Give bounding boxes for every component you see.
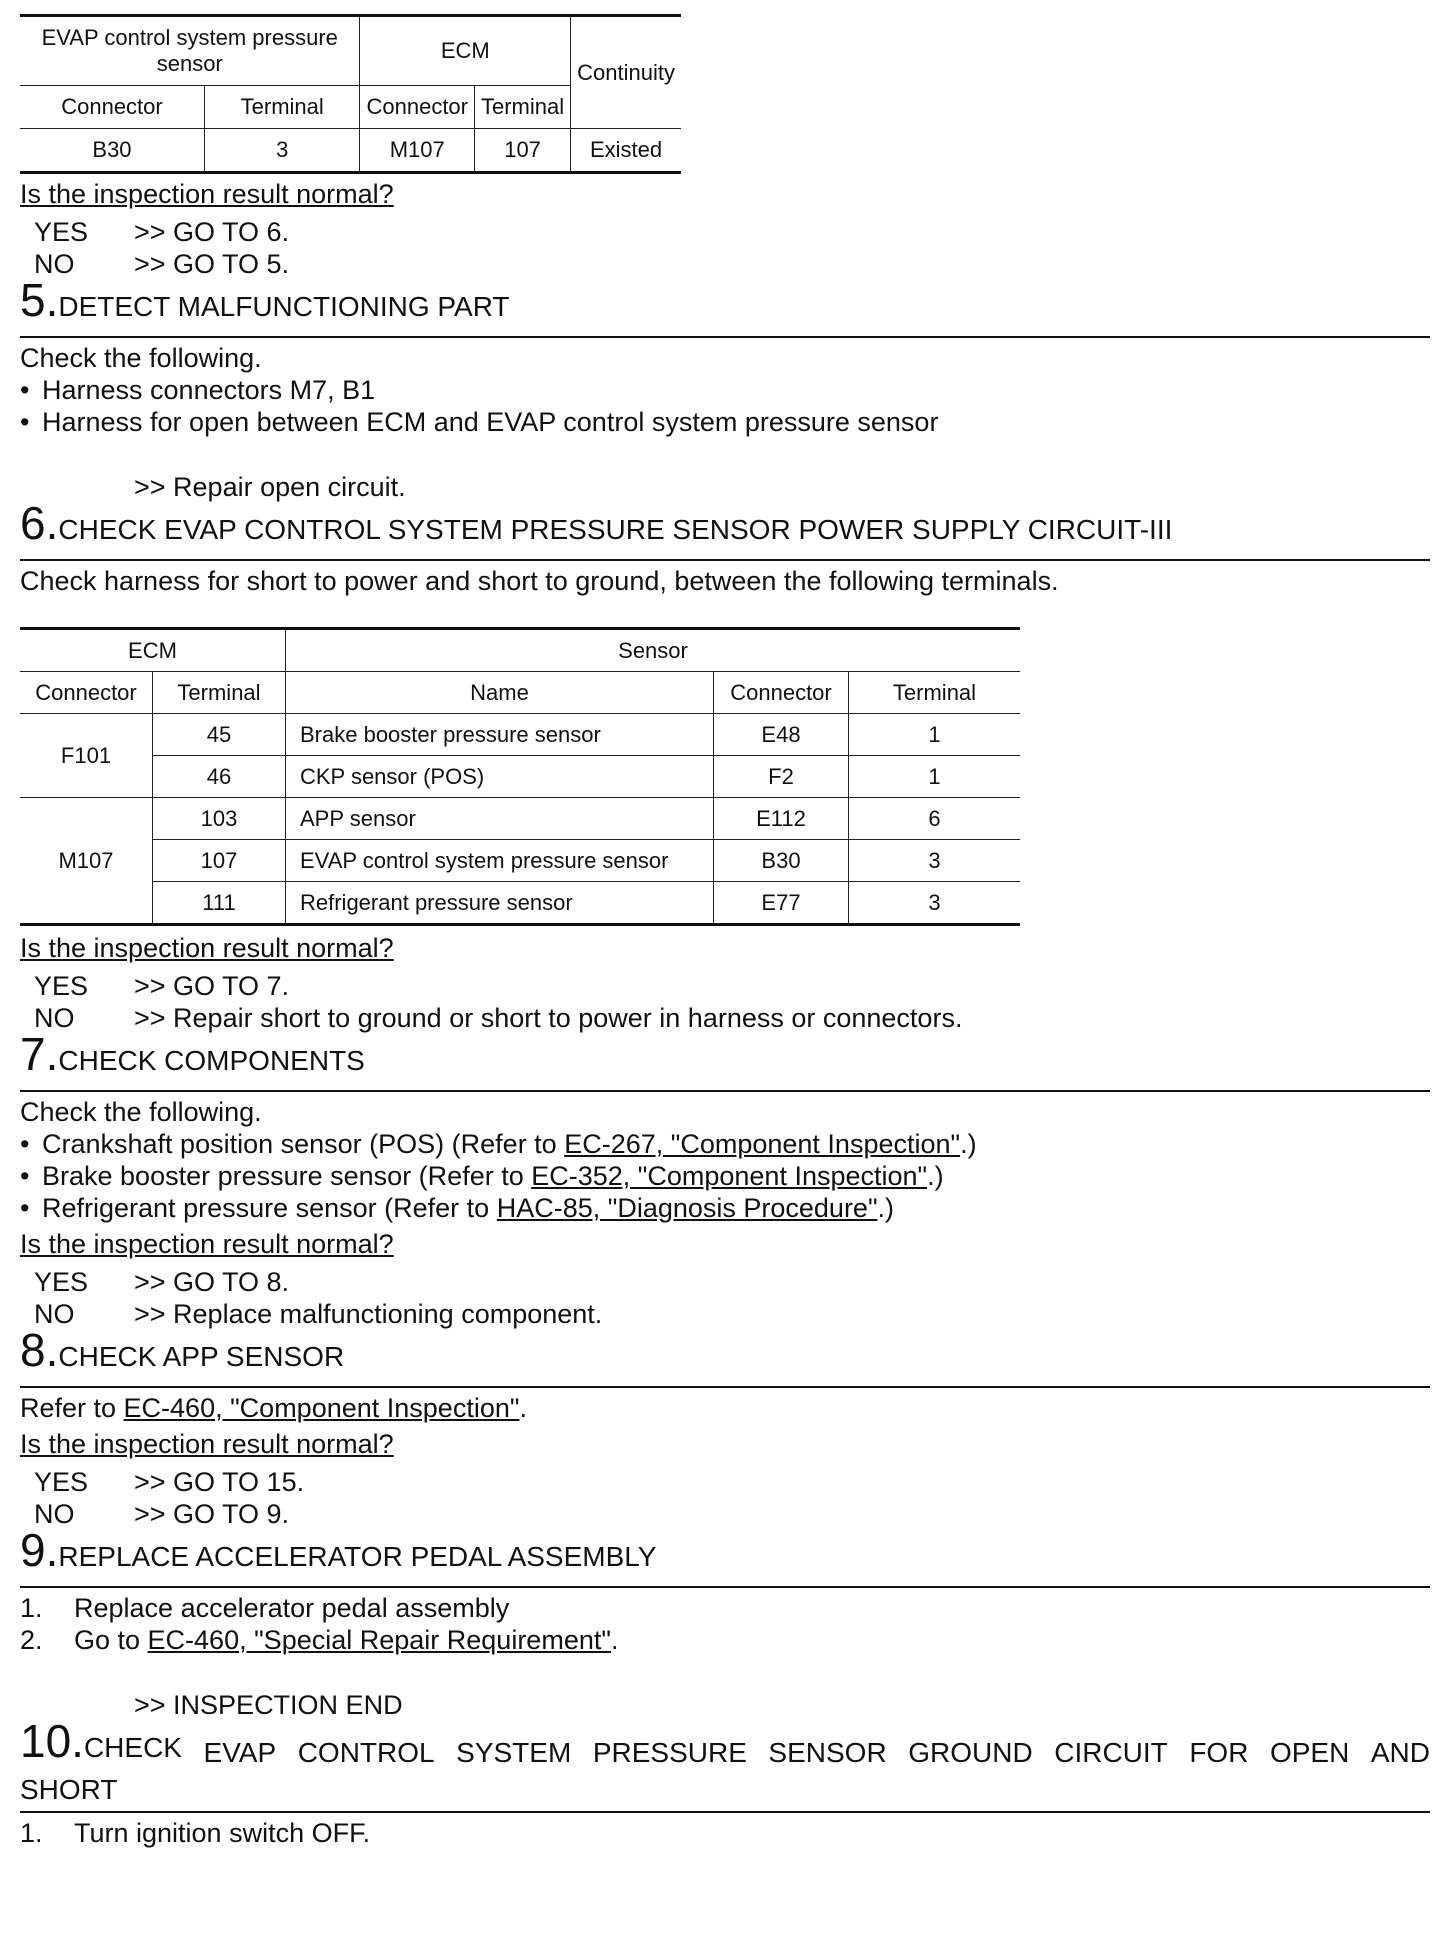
yes-label: YES: [34, 217, 89, 247]
step-title: CHECK COMPONENTS: [58, 1045, 365, 1076]
step-result: >> INSPECTION END: [134, 1690, 403, 1720]
step-intro: Check the following.: [20, 343, 262, 373]
step-10-heading: [20, 1715, 1430, 1813]
item-text: .): [960, 1129, 977, 1159]
list-number: 2.: [20, 1625, 43, 1655]
table-row: [20, 798, 1020, 840]
step-intro: Check the following.: [20, 1097, 262, 1127]
step-title-word: CIRCUIT: [1054, 1737, 1168, 1768]
step-title-word: CONTROL: [297, 1737, 435, 1768]
step-7-heading: [20, 1028, 1430, 1092]
no-label: NO: [34, 1003, 75, 1033]
cell-connector: E77: [714, 882, 849, 925]
step-number: 9.: [20, 1524, 59, 1576]
body-text: Refer to: [20, 1393, 124, 1423]
step-title-line: SHORT: [20, 1774, 118, 1805]
item-text: Refrigerant pressure sensor (Refer to: [42, 1193, 497, 1223]
bullet-list: [20, 1128, 1430, 1224]
cell-terminal: 3: [849, 882, 1021, 925]
item-text: Crankshaft position sensor (POS) (Refer to: [42, 1129, 565, 1159]
reference-link[interactable]: HAC-85, "Diagnosis Procedure": [496, 1193, 878, 1223]
no-label: NO: [34, 249, 75, 279]
cell-name: Refrigerant pressure sensor: [286, 882, 714, 925]
list-item: • Harness connectors M7, B1: [20, 374, 1430, 406]
list-number: 1.: [20, 1593, 43, 1623]
cell-name: CKP sensor (POS): [286, 756, 714, 798]
item-text: .): [877, 1193, 895, 1223]
document-page: [20, 14, 1430, 1849]
cell-terminal: 45: [153, 714, 286, 756]
answer-text: >> GO TO 7.: [134, 971, 290, 1001]
header-terminal: Terminal: [153, 672, 286, 714]
numbered-list: [20, 1592, 1430, 1656]
step-6-heading: [20, 497, 1430, 561]
step-result: >> Repair open circuit.: [134, 472, 406, 502]
answer-text: >> GO TO 9.: [134, 1499, 290, 1529]
answer-text: >> GO TO 15.: [134, 1467, 305, 1497]
cell-terminal: 6: [849, 798, 1021, 840]
cell-terminal: 111: [153, 882, 286, 925]
reference-link[interactable]: EC-352, "Component Inspection": [531, 1161, 928, 1191]
list-item: [20, 1128, 1430, 1160]
cell-terminal: 1: [849, 714, 1021, 756]
answer-no: [34, 248, 1430, 280]
step-8-heading: [20, 1324, 1430, 1388]
inspection-question: Is the inspection result normal?: [20, 1429, 394, 1459]
header-connector: Connector: [714, 672, 849, 714]
cell-terminal: 107: [153, 840, 286, 882]
answer-text: >> Repair short to ground or short to power in harness or connectors.: [134, 1003, 963, 1033]
step-number: 10.: [20, 1715, 84, 1767]
header-connector: Connector: [20, 86, 204, 129]
header-terminal: Terminal: [475, 86, 571, 129]
reference-link[interactable]: EC-460, "Component Inspection": [123, 1393, 520, 1423]
list-item: • Harness for open between ECM and EVAP control system pressure sensor: [20, 406, 1430, 438]
header-sensor: EVAP control system pressure sensor: [20, 16, 360, 86]
short-check-table: [20, 627, 1020, 926]
step-title: CHECK EVAP CONTROL SYSTEM PRESSURE SENSOR POWER SUPPLY CIRCUIT-III: [58, 514, 1173, 545]
step-title-word: [20, 1715, 182, 1773]
cell-connector: F2: [714, 756, 849, 798]
list-item: [20, 1192, 1430, 1224]
yes-label: YES: [34, 1267, 89, 1297]
item-text: Go to: [74, 1625, 148, 1655]
step-number: 7.: [20, 1028, 59, 1080]
cell-connector: B30: [714, 840, 849, 882]
cell-name: Brake booster pressure sensor: [286, 714, 714, 756]
item-text: .: [610, 1625, 619, 1655]
step-number: 6.: [20, 497, 59, 549]
table-row: [20, 756, 1020, 798]
answer-text: >> GO TO 6.: [134, 217, 290, 247]
table-row: [20, 882, 1020, 925]
list-item: [20, 1624, 1430, 1656]
step-title: REPLACE ACCELERATOR PEDAL ASSEMBLY: [58, 1541, 657, 1572]
cell-ecm-connector: M107: [20, 798, 153, 925]
step-7-body: [20, 1096, 1430, 1224]
list-number: 1.: [20, 1818, 43, 1848]
answer-text: >> GO TO 5.: [134, 249, 290, 279]
header-ecm: ECM: [20, 629, 286, 672]
header-name: Name: [286, 672, 714, 714]
step-number: 5.: [20, 274, 59, 326]
inspection-question: Is the inspection result normal?: [20, 933, 394, 963]
answer-yes: [34, 216, 1430, 248]
step-title: DETECT MALFUNCTIONING PART: [58, 291, 510, 322]
step-title-word: SENSOR: [768, 1737, 887, 1768]
cell-continuity: Existed: [571, 129, 681, 173]
item-text: .): [927, 1161, 944, 1191]
reference-link[interactable]: EC-460, "Special Repair Requirement": [147, 1625, 611, 1655]
answer-no: [34, 1498, 1430, 1530]
answer-yes: [34, 1466, 1430, 1498]
step-5-body: [20, 342, 1430, 503]
step-10-body: [20, 1817, 1430, 1849]
step-8-body: [20, 1392, 1430, 1424]
numbered-list: [20, 1817, 1430, 1849]
reference-link[interactable]: EC-267, "Component Inspection": [564, 1129, 961, 1159]
table-row: [20, 840, 1020, 882]
step-9-body: [20, 1592, 1430, 1721]
header-sensor: Sensor: [286, 629, 1021, 672]
answer-no: [34, 1298, 1430, 1330]
answer-text: >> GO TO 8.: [134, 1267, 290, 1297]
step-title-line: [20, 1715, 1430, 1773]
step-5-heading: [20, 274, 1430, 338]
step-title-word: FOR: [1189, 1737, 1249, 1768]
inspection-question: Is the inspection result normal?: [20, 179, 394, 209]
cell-name: EVAP control system pressure sensor: [286, 840, 714, 882]
cell-terminal: 46: [153, 756, 286, 798]
answer-no: [34, 1002, 1430, 1034]
cell-ecm-connector: F101: [20, 714, 153, 798]
cell-terminal: 1: [849, 756, 1021, 798]
table-row: [20, 714, 1020, 756]
step-title: CHECK APP SENSOR: [58, 1341, 345, 1372]
header-connector: Connector: [360, 86, 475, 129]
table-row: [20, 129, 681, 173]
header-terminal: Terminal: [849, 672, 1021, 714]
step-title-word: EVAP: [203, 1737, 277, 1768]
header-connector: Connector: [20, 672, 153, 714]
step-title-word: SYSTEM: [456, 1737, 572, 1768]
list-item: [20, 1160, 1430, 1192]
answer-yes: [34, 1266, 1430, 1298]
no-label: NO: [34, 1299, 75, 1329]
yes-label: YES: [34, 971, 89, 1001]
list-item: [20, 1592, 1430, 1624]
answer-yes: [34, 970, 1430, 1002]
step-title-word: PRESSURE: [592, 1737, 747, 1768]
cell-connector: E48: [714, 714, 849, 756]
body-text: .: [519, 1393, 527, 1423]
step-title-word: OPEN: [1269, 1737, 1350, 1768]
cell-connector: E112: [714, 798, 849, 840]
step-title-word: GROUND: [908, 1737, 1033, 1768]
step-title-word: AND: [1370, 1737, 1430, 1768]
item-text: Turn ignition switch OFF.: [74, 1818, 371, 1848]
header-ecm: ECM: [360, 16, 571, 86]
continuity-table: [20, 14, 681, 174]
cell-ecm-terminal: 107: [475, 129, 571, 173]
item-text: Brake booster pressure sensor (Refer to: [42, 1161, 532, 1191]
step-9-heading: [20, 1524, 1430, 1588]
cell-terminal: 103: [153, 798, 286, 840]
yes-label: YES: [34, 1467, 89, 1497]
inspection-question: Is the inspection result normal?: [20, 1229, 394, 1259]
cell-name: APP sensor: [286, 798, 714, 840]
bullet-list: [20, 374, 1430, 438]
step-number: 8.: [20, 1324, 59, 1376]
cell-terminal: 3: [849, 840, 1021, 882]
header-continuity: Continuity: [571, 16, 681, 129]
cell-ecm-connector: M107: [360, 129, 475, 173]
list-item: [20, 1817, 1430, 1849]
answer-text: >> Replace malfunctioning component.: [134, 1299, 603, 1329]
step-title-word: CHECK: [83, 1732, 182, 1763]
step-intro: Check harness for short to power and short to ground, between the following terminals.: [20, 566, 1059, 596]
item-text: Replace accelerator pedal assembly: [74, 1593, 510, 1623]
cell-sensor-terminal: 3: [204, 129, 360, 173]
cell-sensor-connector: B30: [20, 129, 204, 173]
header-terminal: Terminal: [204, 86, 360, 129]
no-label: NO: [34, 1499, 75, 1529]
